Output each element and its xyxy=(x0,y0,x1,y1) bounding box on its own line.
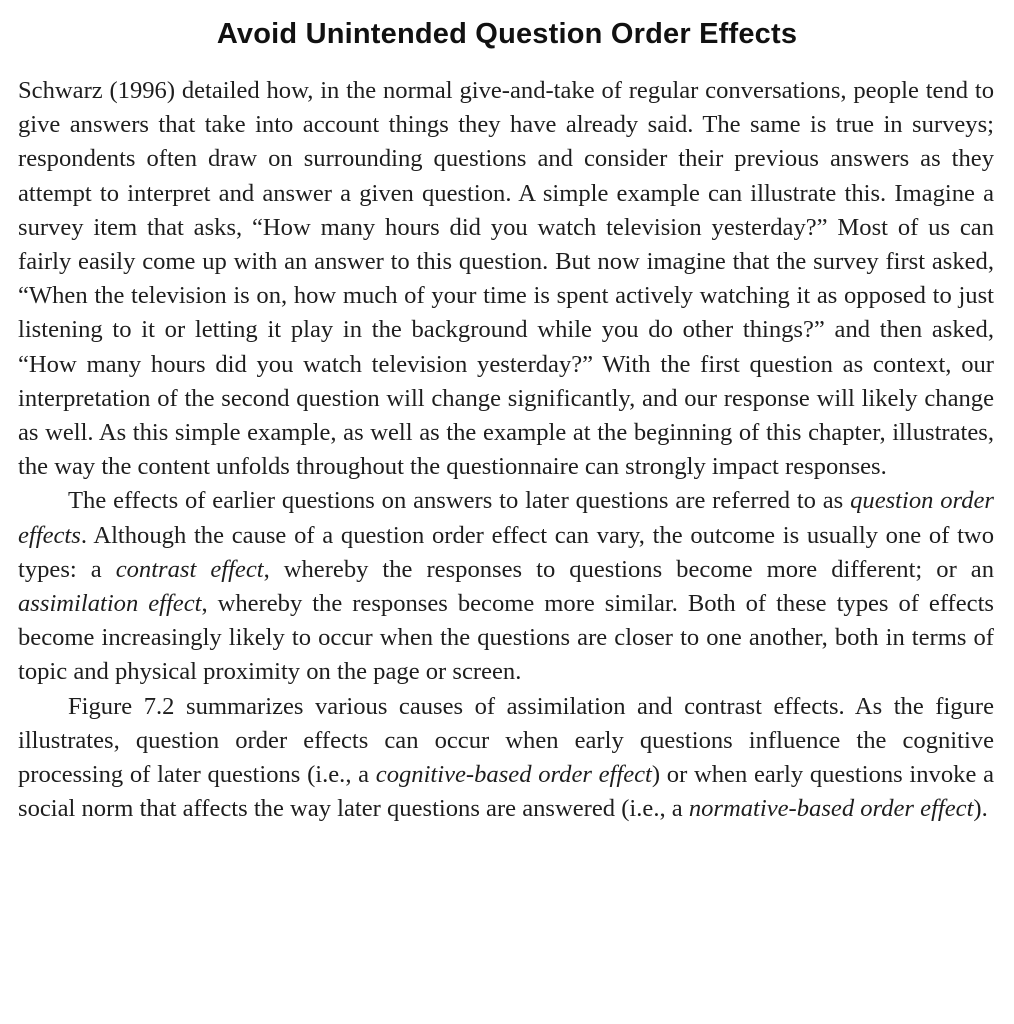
term-assimilation-effect: assimilation effect xyxy=(18,590,202,618)
paragraph-2-text-c: , whereby the responses to questions become more different; or an xyxy=(263,555,994,583)
term-question-order-effects: question order effects xyxy=(18,487,995,549)
body-text xyxy=(18,74,994,826)
paragraph-2 xyxy=(18,484,994,689)
term-cognitive-based-order-effect: cognitive-based order effect xyxy=(375,761,652,789)
section-heading: Avoid Unintended Question Order Effects xyxy=(216,18,798,50)
paragraph-3-text-b: ) or when early questions invoke a social norm that affects the way later questions are answered (i.e., a xyxy=(18,761,994,823)
paragraph-1-text: Schwarz (1996) detailed how, in the normal give-and-take of regular conversations, people tend to give answers that take into account things they have already said. The same is true in surveys; respondents often draw on surrounding questions and consider their previous answers as they attempt to interpret and answer a given question. A simple example can illustrate this. Imagine a survey item that asks, “How many hours did you watch television yesterday?” Most of us can fairly easily come up with an answer to this question. But now imagine that the survey first asked, “When the television is on, how much of your time is spent actively watching it as opposed to just listening to it or letting it play in the background while you do other things?” and then asked, “How many hours did you watch television yesterday?” With the first question as context, our interpretation of the second question will change significantly, and our response will likely change as well. As this simple example, as well as the example at the beginning of this chapter, illustrates, the way the content unfolds throughout the questionnaire can strongly impact responses. xyxy=(18,77,994,481)
paragraph-2-text-d: , whereby the responses become more similar. Both of these types of effects become increasingly likely to occur when the questions are closer to one another, both in terms of topic and physical proximity on the page or screen. xyxy=(18,590,994,686)
paragraph-2-text-b: . Although the cause of a question order effect can vary, the outcome is usually one of two types: a xyxy=(18,521,994,583)
paragraph-3-text-a: Figure 7.2 summarizes various causes of assimilation and contrast effects. As the figure illustrates, question order effects can occur when early questions influence the cognitive processing of later questions (i.e., a xyxy=(18,692,994,789)
term-contrast-effect: contrast effect xyxy=(115,555,264,583)
paragraph-2-text-a: The effects of earlier questions on answers to later questions are referred to as xyxy=(68,487,851,515)
term-normative-based-order-effect: normative-based order effect xyxy=(688,795,974,823)
paragraph-3-text-c: ). xyxy=(973,795,988,823)
paragraph-3 xyxy=(18,690,994,827)
paragraph-1 xyxy=(18,74,994,484)
